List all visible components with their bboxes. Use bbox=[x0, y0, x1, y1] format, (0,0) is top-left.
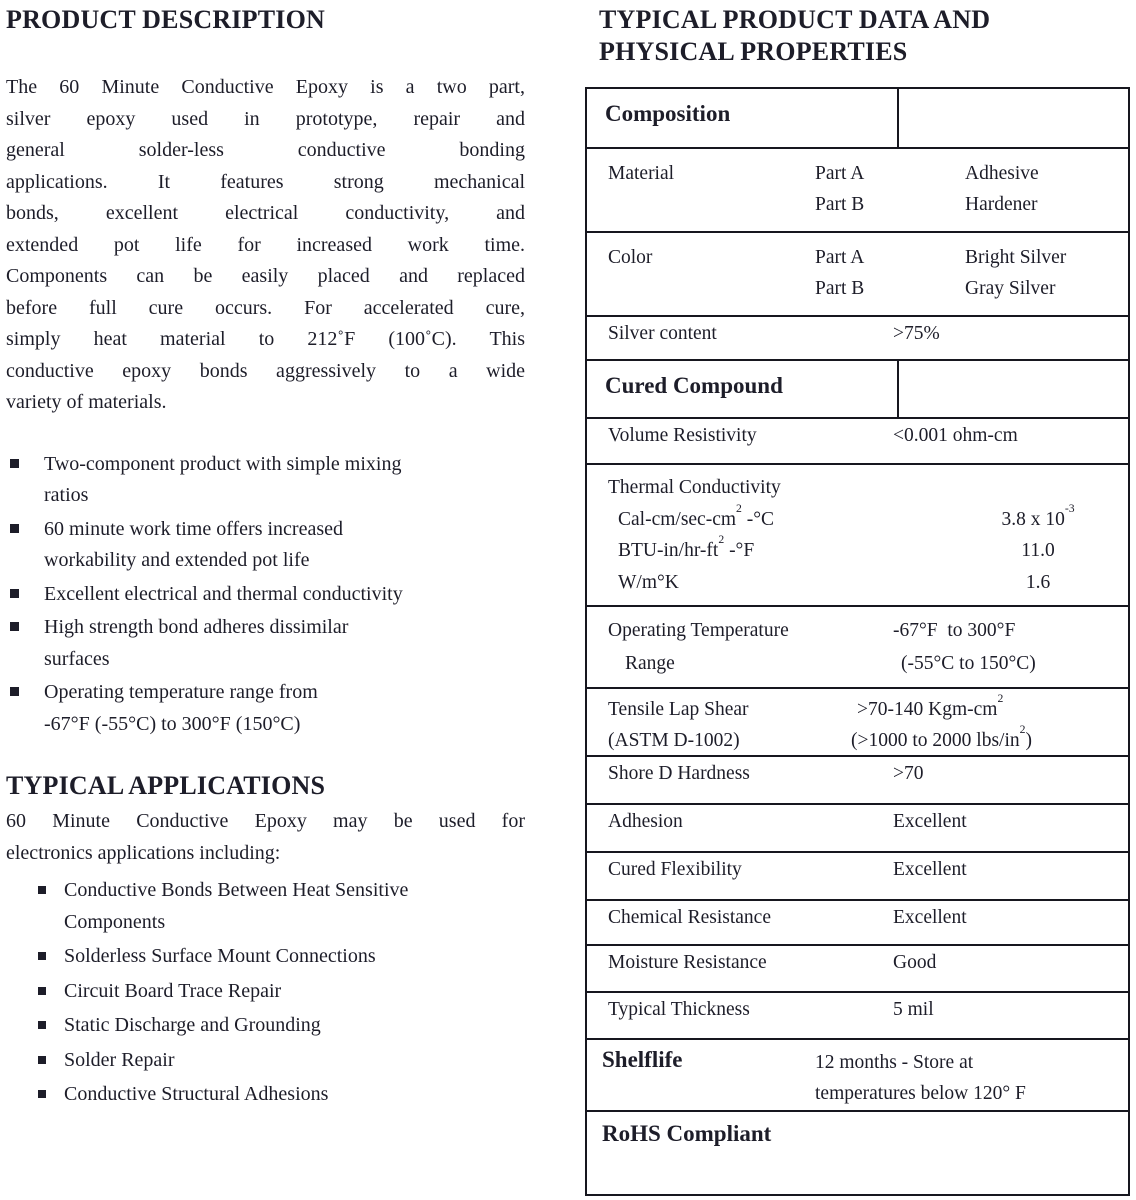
table-row-volume-resistivity bbox=[587, 417, 1128, 463]
property-part-values bbox=[965, 158, 1128, 231]
property-label: Shelflife bbox=[602, 1047, 683, 1072]
property-subvalue: 1.6 bbox=[1025, 571, 1051, 593]
section-label: Cured Compound bbox=[605, 373, 783, 398]
application-item bbox=[6, 875, 525, 938]
part-key: Part A bbox=[815, 163, 865, 184]
paragraph-line: before full cure occurs. For accelerated cure, bbox=[6, 296, 525, 319]
section-label: Composition bbox=[605, 101, 731, 126]
property-value: Good bbox=[893, 952, 937, 973]
table-row-operating-temperature bbox=[587, 605, 1128, 687]
feature-item bbox=[6, 579, 525, 611]
application-line: Solder Repair bbox=[64, 1048, 175, 1071]
feature-line: Two-component product with simple mixing bbox=[44, 452, 402, 475]
property-value bbox=[851, 694, 1128, 756]
part-value: Hardener bbox=[965, 194, 1038, 215]
table-row-moisture-resistance bbox=[587, 944, 1128, 991]
property-value bbox=[815, 1047, 1128, 1110]
feature-line: Operating temperature range from bbox=[44, 681, 318, 703]
property-label: Color bbox=[608, 247, 653, 268]
property-sublabel: BTU-$in/hr-ft^2$ -°F bbox=[618, 533, 755, 561]
paragraph-line: applications. It features strong mechanical bbox=[6, 170, 525, 193]
feature-line: -67°F (-55°C) to 300°F (150°C) bbox=[44, 712, 301, 735]
paragraph-line: conductive epoxy bonds aggressively to a wide bbox=[6, 359, 525, 382]
typical-applications-heading: TYPICAL APPLICATIONS bbox=[6, 771, 326, 800]
property-subvalue: 11.0 bbox=[1021, 540, 1055, 561]
right-column bbox=[585, 4, 1131, 1196]
application-item bbox=[6, 1079, 525, 1111]
label-line: Tensile Lap Shear bbox=[608, 699, 749, 720]
table-row-adhesion bbox=[587, 803, 1128, 851]
property-label: Chemical Resistance bbox=[608, 907, 771, 928]
feature-item bbox=[6, 677, 525, 740]
label-line: (ASTM D-1002) bbox=[608, 730, 740, 751]
property-label: Volume Resistivity bbox=[608, 425, 757, 446]
application-item bbox=[6, 1010, 525, 1042]
intro-line: electronics applications including: bbox=[6, 841, 281, 864]
property-label bbox=[587, 614, 893, 687]
table-row-composition bbox=[587, 89, 1128, 147]
property-subrow bbox=[587, 567, 1128, 599]
part-key: Part A bbox=[815, 247, 865, 268]
feature-item bbox=[6, 449, 525, 512]
table-row-cured-flexibility bbox=[587, 851, 1128, 899]
table-row-typical-thickness bbox=[587, 991, 1128, 1038]
paragraph-line: extended pot life for increased work time. bbox=[6, 233, 525, 256]
application-item bbox=[6, 976, 525, 1008]
property-value: Excellent bbox=[893, 811, 967, 832]
property-label: Adhesion bbox=[608, 811, 683, 832]
property-sublabel: W/m°K bbox=[618, 571, 679, 593]
part-key: Part B bbox=[815, 194, 865, 215]
section-spacer-cell bbox=[897, 89, 1128, 147]
feature-line: surfaces bbox=[44, 647, 110, 670]
property-label: Cured Flexibility bbox=[608, 859, 742, 880]
table-row-color bbox=[587, 231, 1128, 315]
feature-item bbox=[6, 514, 525, 577]
property-label: Thermal Conductivity bbox=[608, 477, 781, 498]
table-row-tensile-lap-shear bbox=[587, 687, 1128, 755]
table-row-chemical-resistance bbox=[587, 899, 1128, 944]
value-line: (-55°C to 150°C) bbox=[901, 653, 1036, 674]
product-data-heading bbox=[585, 4, 1131, 68]
property-label: Moisture Resistance bbox=[608, 952, 767, 973]
square-bullet-icon bbox=[38, 1090, 46, 1098]
property-value: Excellent bbox=[893, 907, 967, 928]
square-bullet-icon bbox=[10, 524, 19, 533]
square-bullet-icon bbox=[38, 886, 46, 894]
section-spacer-cell bbox=[897, 361, 1128, 417]
paragraph-line: bonds, excellent electrical conductivity, and bbox=[6, 202, 525, 224]
property-label: Shore D Hardness bbox=[608, 763, 750, 784]
table-row-shore-d-hardness bbox=[587, 755, 1128, 803]
application-line: Circuit Board Trace Repair bbox=[64, 979, 282, 1002]
paragraph-line: Components can be easily placed and replaced bbox=[6, 265, 525, 287]
application-line: Static Discharge and Grounding bbox=[64, 1014, 321, 1036]
property-label: Material bbox=[608, 163, 675, 184]
application-line: Components bbox=[64, 910, 166, 933]
square-bullet-icon bbox=[38, 1056, 46, 1064]
property-subrow bbox=[587, 535, 1128, 567]
property-sublabel: Cal-$cm/\sec-cm^2$ -°C bbox=[618, 501, 775, 530]
property-part-keys bbox=[815, 242, 965, 315]
square-bullet-icon bbox=[10, 459, 19, 468]
table-row-shelflife bbox=[587, 1038, 1128, 1110]
square-bullet-icon bbox=[10, 622, 19, 631]
square-bullet-icon bbox=[10, 687, 19, 696]
property-value: Excellent bbox=[893, 859, 967, 880]
properties-table bbox=[585, 87, 1130, 1196]
value-line: 12 months - Store at bbox=[815, 1052, 974, 1073]
square-bullet-icon bbox=[10, 589, 19, 598]
application-item bbox=[6, 941, 525, 973]
property-label bbox=[587, 694, 851, 756]
intro-line: 60 Minute Conductive Epoxy may be used for bbox=[6, 810, 525, 832]
part-value: Gray Silver bbox=[965, 278, 1056, 299]
feature-line: Excellent electrical and thermal conductivity bbox=[44, 582, 403, 605]
paragraph-line: variety of materials. bbox=[6, 391, 167, 413]
square-bullet-icon bbox=[38, 987, 46, 995]
property-label: RoHS Compliant bbox=[602, 1121, 772, 1146]
table-row-thermal-conductivity bbox=[587, 463, 1128, 605]
product-description-paragraph bbox=[6, 72, 525, 419]
feature-line: workability and extended pot life bbox=[44, 549, 310, 571]
application-item bbox=[6, 1045, 525, 1077]
table-row-material bbox=[587, 147, 1128, 231]
table-row-rohs-compliant bbox=[587, 1110, 1128, 1194]
label-line: Range bbox=[625, 653, 675, 674]
value-line: >70-140 Kgm-$cm^2$ bbox=[857, 692, 1004, 720]
product-data-heading-line2: PHYSICAL PROPERTIES bbox=[599, 37, 908, 66]
value-line: temperatures below 120° F bbox=[815, 1083, 1026, 1104]
property-part-values bbox=[965, 242, 1128, 315]
property-label: Silver content bbox=[608, 323, 717, 344]
features-list bbox=[6, 449, 525, 741]
paragraph-line: simply heat material to 212˚F (100˚C). This bbox=[6, 328, 525, 350]
paragraph-line: general solder-less conductive bonding bbox=[6, 139, 525, 161]
part-key: Part B bbox=[815, 278, 865, 299]
part-value: Adhesive bbox=[965, 163, 1039, 184]
applications-list bbox=[6, 875, 525, 1111]
label-line: Operating Temperature bbox=[608, 620, 789, 641]
property-part-keys bbox=[815, 158, 965, 231]
table-row-cured-compound bbox=[587, 359, 1128, 417]
property-value: >75% bbox=[893, 323, 940, 344]
property-label: Typical Thickness bbox=[608, 999, 750, 1020]
property-subrow bbox=[587, 501, 1128, 536]
feature-line: 60 minute work time offers increased bbox=[44, 517, 343, 540]
product-description-heading: PRODUCT DESCRIPTION bbox=[6, 5, 325, 34]
application-line: Conductive Bonds Between Heat Sensitive bbox=[64, 879, 409, 901]
application-line: Conductive Structural Adhesions bbox=[64, 1083, 329, 1105]
part-value: Bright Silver bbox=[965, 247, 1067, 268]
property-value: <0.001 ohm-cm bbox=[893, 425, 1018, 446]
value-line: (>1000 to 2000 lbs/$in^2$) bbox=[851, 723, 1032, 751]
feature-line: High strength bond adheres dissimilar bbox=[44, 616, 349, 638]
property-value: >70 bbox=[893, 763, 924, 784]
product-data-heading-line1: TYPICAL PRODUCT DATA AND bbox=[599, 5, 991, 34]
square-bullet-icon bbox=[38, 1021, 46, 1029]
property-value bbox=[893, 614, 1128, 687]
paragraph-line: silver epoxy used in prototype, repair and bbox=[6, 107, 525, 130]
value-line: -67°F to 300°F bbox=[893, 620, 1016, 641]
paragraph-line: The 60 Minute Conductive Epoxy is a two part, bbox=[6, 76, 525, 98]
application-line: Solderless Surface Mount Connections bbox=[64, 945, 376, 967]
applications-intro bbox=[6, 806, 525, 869]
property-value: 5 mil bbox=[893, 999, 934, 1020]
feature-item bbox=[6, 612, 525, 675]
feature-line: ratios bbox=[44, 484, 89, 506]
table-row-silver-content bbox=[587, 315, 1128, 359]
square-bullet-icon bbox=[38, 952, 46, 960]
property-subvalue: 3.8 x $10^{-3}$ bbox=[1001, 501, 1075, 530]
left-column bbox=[6, 6, 525, 1114]
